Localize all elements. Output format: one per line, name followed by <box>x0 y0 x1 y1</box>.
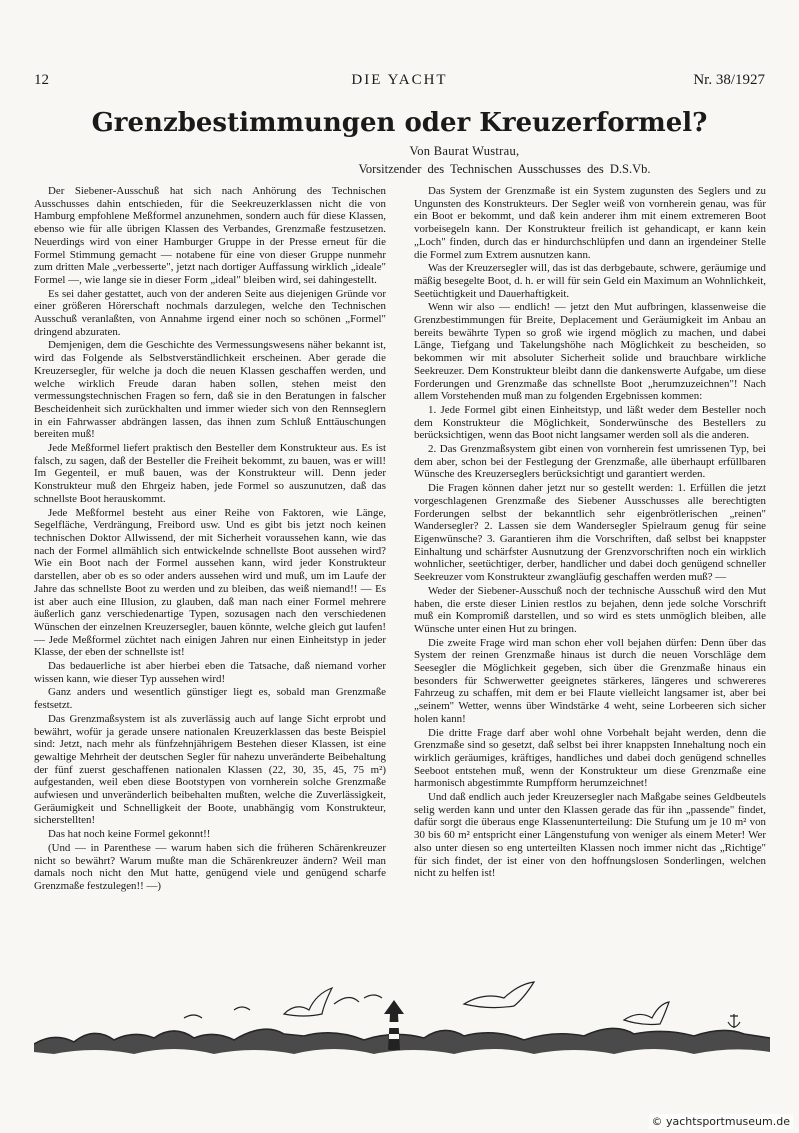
sea-waves <box>34 1028 770 1054</box>
byline <box>0 144 799 177</box>
paragraph: Das bedauerliche ist aber hierbei eben die Tatsache, daß niemand vorher wissen kann, wie dieser Typ aussehen wird! <box>34 660 386 685</box>
seagull <box>184 982 669 1025</box>
anchor-mark <box>728 1014 740 1028</box>
paragraph: Die Fragen können daher jetzt nur so gestellt werden: 1. Erfüllen die jetzt vorgeschlagenen Grenzmaße des Siebener Ausschusses alle berechtigten Forderungen selbst der bekanntlich sehr eigenbrötlerischen „reinen" Wandersegler? 2. Lassen sie dem Wandersegler Spielraum genug für seine Eigenwünsche? 3. Garantieren ihm die Vorschriften, daß selbst bei knappster Einhaltung und schärfster Ausnutzung der Grenzvorschriften noch ein wirklich wohnlicher, seetüchtiger, derber, handlicher und dabei doch genügend schneller Seekreuzer vom Konstrukteur zwangläufig geschaffen werden muß? — <box>414 482 766 584</box>
page-number: 12 <box>34 72 49 88</box>
seascape-vignette <box>34 974 770 1066</box>
paragraph: Die zweite Frage wird man schon eher voll bejahen dürfen: Denn über das System der reinen Grenzmaße hinaus ist durch die neuen Vorschläge dem Seesegler die Möglichkeit gegeben, sich über die Grenzmaße hinaus ein besonders für Schwerwetter geeignetes stärkeres, längeres und schwereres Fahrzeug zu schaffen, mit dem er bei Flaute vielleicht langsamer ist, aber bei „seinem" Wetter, wenns über Windstärke 4 weht, seine Lorbeeren sich sicher holen kann! <box>414 636 766 725</box>
paragraph: Das hat noch keine Formel gekonnt!! <box>48 828 211 841</box>
left-column <box>34 185 386 894</box>
paragraph: Jede Meßformel besteht aus einer Reihe von Faktoren, wie Länge, Segelfläche, Verdrängung, Freibord usw. Und es gibt bis jetzt noch keinen technischen Doktor Allwissend, der mit Sicherheit voraussehen kann, wie das nach der Formel allmählich sich entwickelnde schnellste Boot aussehen wird? Wie ein Boot nach der Formel aussehen kann, wird jeder Konstrukteur darstellen, aber ob es so oder anders aussehen wird und muß, um im Laufe der Jahre das schnellste Boot zu werden und zu bleiben, das weiß niemand!! — Es ist aber auch eine Illusion, zu glauben, daß man nach einer Formel mehrere äußerlich ganz verschiedenartige Typen, sozusagen nach den verschiedenen Wünschen der einzelnen Kreuzersegler, bauen könnte, welche gleich gut laufen! — Jede Meßformel züchtet nach einigen Jahren nur einen Einheitstyp in jeder Klasse, der eben der schnellste ist! <box>34 506 386 659</box>
paragraph: Die dritte Frage darf aber wohl ohne Vorbehalt bejaht werden, denn die Grenzmaße sind so gesetzt, daß selbst bei ihrer knappsten Innehaltung noch ein wirklich geräumiges, kräftiges, handliches und dabei doch genügend schnelles Seeboot entstehen muß, wenn der Konstrukteur um diese Grenzmaße eine harmonisch abgestimmte Rumpfform herumzeichnet! <box>414 726 766 790</box>
paragraph: Was der Kreuzersegler will, das ist das derbgebaute, schwere, geräumige und mäßig besegelte Boot, d. h. er will für sein Geld ein Maximum an Wohnlichkeit, Seetüchtigkeit und Dauerhaftigkeit. <box>414 262 766 300</box>
right-column <box>414 185 766 881</box>
paragraph: Weder der Siebener-Ausschuß noch der technische Ausschuß wird den Mut haben, die erste dieser Linien restlos zu bejahen, denn jede solche Vorschrift muß ein Kompromiß darstellen, und so wird es stets unmöglich bleiben, alle Wünsche unter einen Hut zu bringen. <box>414 584 766 635</box>
paragraph: Das Grenzmaßsystem ist als zuverlässig auch auf lange Sicht erprobt und bewährt, wofür ja gerade unsere nationalen Kreuzerklassen das beste Beispiel sind: Jetzt, nach mehr als fünfzehnjährigem Bestehen dieser Klassen, ist eine gewaltige Mehrheit der deutschen Segler für nahezu unveränderte Beibehaltung der fünf zuerst geschaffenen nationalen Klassen (22, 30, 35, 45, 75 m²) aufgestanden, weil eben diese Bootstypen von vornherein solche Grenzmaße aufwiesen und unveränderlich beibehalten mußten, welche die Zuverlässigkeit, Geräumigkeit und Schnelligkeit der Boote, unabhängig vom Konstrukteur, sicherstellten! <box>34 712 386 827</box>
paragraph: Es sei daher gestattet, auch von der anderen Seite aus diejenigen Gründe vor einer größeren Hörerschaft nochmals darzulegen, welche den Technischen Ausschuß veranlaßten, von Annahme irgend einer noch so schönen „Formel" dringend abzuraten. <box>34 287 386 338</box>
paragraph: 2. Das Grenzmaßsystem gibt einen von vornherein fest umrissenen Typ, bei dem aber, schon bei der Festlegung der Grenzmaße, alle überhaupt erfüllbaren Wünsche des Kreuzerseglers berücksichtigt und garantiert werden. <box>414 443 766 481</box>
paragraph: 1. Jede Formel gibt einen Einheitstyp, und läßt weder dem Besteller noch dem Konstrukteur die Möglichkeit, Sonderwünsche des Bestellers zu berücksichtigen, wenn das Boot nicht langsamer werden soll als die anderen. <box>414 403 766 442</box>
paragraph: Wenn wir also — endlich! — jetzt den Mut aufbringen, klassenweise die Grenzbestimmungen für Breite, Deplacement und Geräumigkeit im Anbau an bereits bewährte Typen so groß wie irgend möglich zu machen, und dabei Länge, Tiefgang und Takelungshöhe nach Möglichkeit zu bescheiden, so bekommen wir mit absoluter Sicherheit solide und brauchbare wirkliche Seekreuzer. Dem Konstrukteur bleibt dann die dankenswerte Aufgabe, um diese Forderungen und Grenzmaße das schnellste Boot „herumzuzeichnen"! Nach allem Vorstehenden muß man zu folgenden Ergebnissen kommen: <box>414 301 766 403</box>
paragraph: Der Siebener-Ausschuß hat sich nach Anhörung des Technischen Ausschusses dahin entschieden, für die Seekreuzerklassen nicht die von Hamburg empfohlene Meßformel anzunehmen, sondern auch für diese Klassen, ebenso wie für alle übrigen Klassen des Verbandes, Grenzmaße festzusetzen. Neuerdings wird von einer Hamburger Gruppe in der Presse erneut für die Formel Stimmung gemacht — notabene für eine von dieser Gruppe nunmehr zum dritten Male „verbesserte", jetzt nach dortiger Auffassung wirklich „ideale" Formel —, wie lange sie in dieser Form „ideal" bleiben wird, sei dahingestellt. <box>34 185 386 286</box>
paragraph: Ganz anders und wesentlich günstiger liegt es, sobald man Grenzmaße festsetzt. <box>34 686 386 712</box>
page-header <box>0 72 799 92</box>
paragraph: Demjenigen, dem die Geschichte des Vermessungswesens näher bekannt ist, wird das Folgende als Selbstverständlichkeit erscheinen. Aber gerade die Kreuzersegler, für welche ja doch die neuen Klassen geschaffen werden, und welche wirklich Freude daran haben sollen, stehen meist den vermessungstechnischen Fragen so fern, daß sie in den Beratungen in falscher Bescheidenheit sich zurückhalten und immer wieder sich von den Rennseglern in ein Fahrwasser abdrängen lassen, das ihnen zum Schluß Enttäuschungen bereiten muß! <box>34 339 386 441</box>
magazine-title: DIE YACHT <box>351 72 448 88</box>
watermark-credit: © yachtsportmuseum.de <box>649 1114 793 1129</box>
paragraph: (Und — in Parenthese — warum haben sich die früheren Schärenkreuzer nicht so bewährt? Warum mußte man die Schärenkreuzer ändern? Weil man damals noch nicht den Mut hatte, genügend viele und genügend scharfe Grenzmaße festzulegen!! —) <box>34 841 386 892</box>
author-name: Von Baurat Wustrau, <box>409 144 520 158</box>
paragraph: Das System der Grenzmaße ist ein System zugunsten des Seglers und zu Ungunsten des Konstrukteurs. Der Segler weiß von vornherein genau, was für ein Boot er bekommt, und daß kein anderer ihm mit einem extremeren Boot vorbeisegeln kann. Der Konstrukteur freilich ist gehandicapt, er kann kein „Loch" finden, durch das er hindurchschlüpfen und dann an irgendeiner Stelle die Formel zum Extrem ausnutzen kann. <box>414 185 766 261</box>
issue-number: Nr. 38/1927 <box>693 72 765 88</box>
paragraph: Und daß endlich auch jeder Kreuzersegler nach Maßgabe seines Geldbeutels selig werden kann und unter den Klassen gerade das für ihn „passende" findet, dafür sorgt die überaus enge Klassenunterteilung: Die Stufung um je 10 m² von 30 bis 60 m² entspricht einer Längenstufung von weniger als einem Meter! Wer also unter diesen so eng unterteilten Klassen noch immer nicht das „Richtige" für sich findet, der ist einer von den hoffnungslosen Sonderlingen, welchen nicht zu helfen ist! <box>414 791 766 880</box>
article-title: Grenzbestimmungen oder Kreuzerformel? <box>91 108 708 138</box>
paragraph: Jede Meßformel liefert praktisch den Besteller dem Konstrukteur aus. Es ist falsch, zu sagen, daß der Besteller die Freiheit bekommt, zu bauen, was er will! Im Gegenteil, er muß bauen, was der Konstrukteur will. Denn jeder Konstrukteur muß den Ehrgeiz haben, jede Formel so auszunutzen, daß das schnellste Boot herauskommt. <box>34 442 386 505</box>
author-role: Vorsitzender des Technischen Ausschusses des D.S.Vb. <box>358 162 651 176</box>
